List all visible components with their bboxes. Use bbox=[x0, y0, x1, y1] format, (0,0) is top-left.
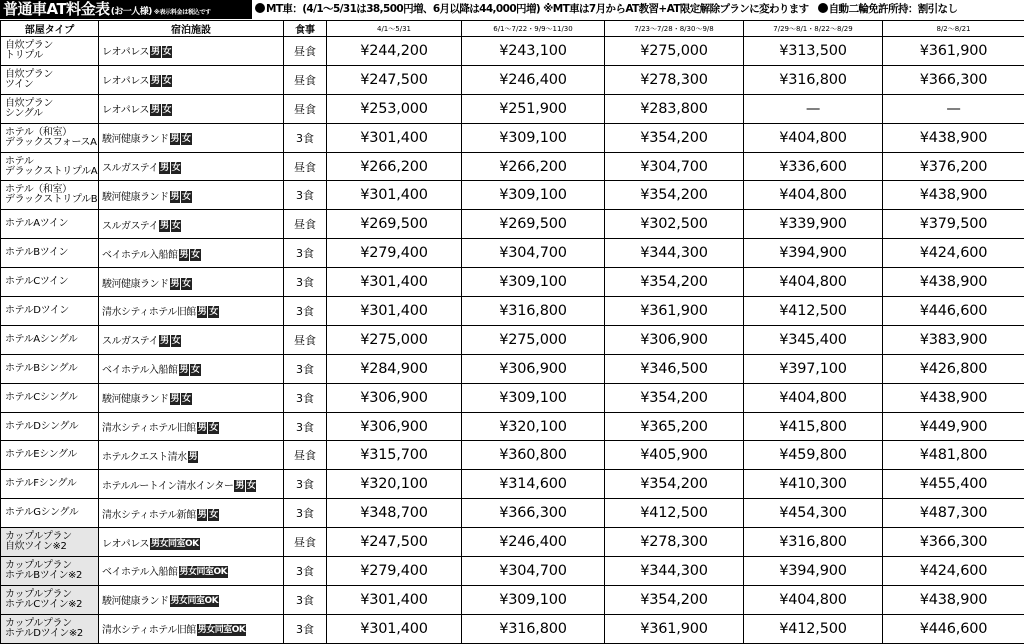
room-type bbox=[1, 470, 99, 499]
price-cell: ¥426,800 bbox=[883, 354, 1024, 383]
price-cell: ¥438,900 bbox=[883, 268, 1024, 297]
price-cell: ¥316,800 bbox=[462, 614, 605, 643]
price-cell: ¥424,600 bbox=[883, 557, 1024, 586]
price-cell: ¥314,600 bbox=[462, 470, 605, 499]
price-cell: ¥410,300 bbox=[744, 470, 883, 499]
price-cell: ¥304,700 bbox=[462, 239, 605, 268]
room-type-line: トリプル bbox=[5, 50, 43, 61]
room-type bbox=[1, 354, 99, 383]
room-type bbox=[1, 499, 99, 528]
table-row bbox=[1, 123, 1024, 152]
lodging bbox=[99, 65, 284, 94]
meal: 昼食 bbox=[284, 325, 327, 354]
room-type bbox=[1, 94, 99, 123]
room-type bbox=[1, 210, 99, 239]
price-cell: ¥316,800 bbox=[744, 65, 883, 94]
room-type-line: 自炊プラン bbox=[5, 98, 53, 109]
room-type-line: デラックスフォースA bbox=[5, 137, 97, 148]
price-cell: ¥301,400 bbox=[327, 123, 462, 152]
meal: 3食 bbox=[284, 239, 327, 268]
gender-badge: 女 bbox=[162, 104, 173, 116]
room-type bbox=[1, 614, 99, 643]
meal: 3食 bbox=[284, 585, 327, 614]
table-row bbox=[1, 585, 1024, 614]
gender-badge: 男 bbox=[170, 133, 181, 145]
lodging bbox=[99, 354, 284, 383]
lodging-name: スルガステイ bbox=[102, 163, 158, 174]
room-type bbox=[1, 239, 99, 268]
price-cell: ¥279,400 bbox=[327, 239, 462, 268]
meal: 3食 bbox=[284, 297, 327, 326]
price-cell: ¥279,400 bbox=[327, 557, 462, 586]
table-row bbox=[1, 65, 1024, 94]
table-row bbox=[1, 181, 1024, 210]
price-cell: ¥404,800 bbox=[744, 123, 883, 152]
gender-badge: 女 bbox=[162, 46, 173, 58]
room-type-line: ホテル（和室） bbox=[5, 127, 72, 138]
meal: 昼食 bbox=[284, 210, 327, 239]
table-row bbox=[1, 325, 1024, 354]
price-cell: ¥454,300 bbox=[744, 499, 883, 528]
lodging-name: ベイホテル入船館 bbox=[102, 250, 178, 261]
gender-badge: 男 bbox=[179, 249, 190, 261]
meal: 3食 bbox=[284, 268, 327, 297]
room-type bbox=[1, 297, 99, 326]
table-row bbox=[1, 614, 1024, 643]
gender-badge: 男 bbox=[188, 451, 199, 463]
price-cell: ¥412,500 bbox=[744, 614, 883, 643]
room-type-line: ホテルBシングル bbox=[5, 363, 77, 374]
room-type-line: ホテルAツイン bbox=[5, 218, 68, 229]
bullet-icon bbox=[818, 3, 828, 13]
price-cell: ¥301,400 bbox=[327, 181, 462, 210]
lodging-name: 駿河健康ランド bbox=[102, 134, 169, 145]
lodging bbox=[99, 585, 284, 614]
col-meal: 食事 bbox=[284, 21, 327, 37]
gender-badge: 男 bbox=[197, 509, 208, 521]
meal: 3食 bbox=[284, 499, 327, 528]
meal: 3食 bbox=[284, 614, 327, 643]
room-type-line: ホテルDツイン※2 bbox=[5, 628, 83, 639]
price-cell: ¥404,800 bbox=[744, 181, 883, 210]
room-type bbox=[1, 65, 99, 94]
price-cell: ¥366,300 bbox=[883, 65, 1024, 94]
lodging-name: 清水シティホテル旧館 bbox=[102, 423, 196, 434]
room-type bbox=[1, 528, 99, 557]
lodging bbox=[99, 123, 284, 152]
price-cell: ¥366,300 bbox=[883, 528, 1024, 557]
price-cell: ¥301,400 bbox=[327, 297, 462, 326]
price-cell: ¥301,400 bbox=[327, 268, 462, 297]
page-title: 普通車AT料金表 bbox=[3, 0, 110, 19]
gender-badge: 男 bbox=[197, 306, 208, 318]
price-cell: ¥348,700 bbox=[327, 499, 462, 528]
price-cell: ¥455,400 bbox=[883, 470, 1024, 499]
price-cell: ¥438,900 bbox=[883, 181, 1024, 210]
price-cell: ¥246,400 bbox=[462, 528, 605, 557]
room-type-line: 自炊プラン bbox=[5, 40, 53, 51]
price-cell: ¥275,000 bbox=[327, 325, 462, 354]
table-row bbox=[1, 441, 1024, 470]
price-cell: ¥301,400 bbox=[327, 585, 462, 614]
lodging bbox=[99, 152, 284, 181]
col-period: 6/1〜7/22・9/9〜11/30 bbox=[462, 21, 605, 37]
price-cell: ¥313,500 bbox=[744, 37, 883, 66]
price-cell: ¥247,500 bbox=[327, 528, 462, 557]
price-cell: ¥361,900 bbox=[605, 614, 744, 643]
lodging bbox=[99, 210, 284, 239]
gender-badge: 女 bbox=[208, 422, 219, 434]
price-cell: ¥438,900 bbox=[883, 383, 1024, 412]
room-type-line: ホテル bbox=[5, 156, 33, 167]
table-row bbox=[1, 239, 1024, 268]
room-type bbox=[1, 412, 99, 441]
title-subtitle: (お一人様) bbox=[111, 4, 152, 17]
lodging-name: レオパレス bbox=[102, 47, 149, 58]
gender-badge: 女 bbox=[208, 509, 219, 521]
gender-badge: 男女同室OK bbox=[170, 595, 220, 607]
gender-badge: 女 bbox=[190, 249, 201, 261]
meal: 昼食 bbox=[284, 94, 327, 123]
price-cell: ¥309,100 bbox=[462, 383, 605, 412]
lodging bbox=[99, 239, 284, 268]
gender-badge: 女 bbox=[190, 364, 201, 376]
price-cell: ¥309,100 bbox=[462, 585, 605, 614]
price-cell: ¥306,900 bbox=[327, 412, 462, 441]
price-cell: ¥301,400 bbox=[327, 614, 462, 643]
room-type-line: 自炊プラン bbox=[5, 69, 53, 80]
lodging-name: 駿河健康ランド bbox=[102, 279, 169, 290]
price-cell: ¥354,200 bbox=[605, 470, 744, 499]
price-table bbox=[0, 20, 1024, 644]
lodging bbox=[99, 528, 284, 557]
price-cell: ¥316,800 bbox=[744, 528, 883, 557]
lodging bbox=[99, 297, 284, 326]
col-period: 7/23〜7/28・8/30〜9/8 bbox=[605, 21, 744, 37]
price-cell: ¥394,900 bbox=[744, 557, 883, 586]
room-type-line: ホテルDツイン bbox=[5, 305, 69, 316]
lodging bbox=[99, 441, 284, 470]
gender-badge: 男 bbox=[150, 104, 161, 116]
table-row bbox=[1, 354, 1024, 383]
room-type bbox=[1, 123, 99, 152]
price-cell: ¥438,900 bbox=[883, 585, 1024, 614]
room-type-line: ホテルCシングル bbox=[5, 392, 78, 403]
gender-badge: 男女同室OK bbox=[197, 624, 247, 636]
price-cell: ¥275,000 bbox=[605, 37, 744, 66]
price-cell: ¥438,900 bbox=[883, 123, 1024, 152]
price-cell: ¥397,100 bbox=[744, 354, 883, 383]
lodging bbox=[99, 499, 284, 528]
lodging bbox=[99, 412, 284, 441]
price-cell: ¥320,100 bbox=[327, 470, 462, 499]
lodging bbox=[99, 268, 284, 297]
gender-badge: 男 bbox=[179, 364, 190, 376]
lodging bbox=[99, 383, 284, 412]
room-type-line: デラックストリプルA bbox=[5, 166, 97, 177]
price-cell: ¥459,800 bbox=[744, 441, 883, 470]
room-type-line: シングル bbox=[5, 108, 43, 119]
lodging-name: 駿河健康ランド bbox=[102, 192, 169, 203]
lodging-name: ベイホテル入船館 bbox=[102, 365, 178, 376]
meal: 昼食 bbox=[284, 37, 327, 66]
price-cell: ¥404,800 bbox=[744, 383, 883, 412]
price-cell: ¥269,500 bbox=[462, 210, 605, 239]
price-cell: ¥344,300 bbox=[605, 557, 744, 586]
price-cell: ¥315,700 bbox=[327, 441, 462, 470]
table-row bbox=[1, 528, 1024, 557]
meal: 昼食 bbox=[284, 65, 327, 94]
price-cell: ¥320,100 bbox=[462, 412, 605, 441]
gender-badge: 男 bbox=[150, 75, 161, 87]
room-type bbox=[1, 441, 99, 470]
gender-badge: 男 bbox=[170, 191, 181, 203]
price-cell: ¥365,200 bbox=[605, 412, 744, 441]
price-cell: ¥284,900 bbox=[327, 354, 462, 383]
price-cell: ¥354,200 bbox=[605, 181, 744, 210]
price-cell: ¥361,900 bbox=[605, 297, 744, 326]
price-cell: ¥376,200 bbox=[883, 152, 1024, 181]
price-cell: ¥244,200 bbox=[327, 37, 462, 66]
price-cell: ¥316,800 bbox=[462, 297, 605, 326]
price-cell: ¥404,800 bbox=[744, 268, 883, 297]
gender-badge: 女 bbox=[181, 278, 192, 290]
room-type-line: ホテルDシングル bbox=[5, 421, 78, 432]
gender-badge: 男 bbox=[159, 220, 170, 232]
meal: 3食 bbox=[284, 557, 327, 586]
room-type-line: ホテルCツイン bbox=[5, 276, 68, 287]
room-type-line: 自炊ツイン※2 bbox=[5, 541, 66, 552]
price-cell: ¥424,600 bbox=[883, 239, 1024, 268]
room-type-line: カップルプラン bbox=[5, 589, 72, 600]
room-type bbox=[1, 152, 99, 181]
meal: 3食 bbox=[284, 383, 327, 412]
lodging bbox=[99, 470, 284, 499]
table-row bbox=[1, 268, 1024, 297]
lodging bbox=[99, 37, 284, 66]
room-type bbox=[1, 557, 99, 586]
price-cell: ¥446,600 bbox=[883, 614, 1024, 643]
moto-note: 自動二輪免許所持：割引なし bbox=[829, 3, 958, 15]
gender-badge: 男女同室OK bbox=[179, 566, 229, 578]
lodging bbox=[99, 94, 284, 123]
price-cell: ¥394,900 bbox=[744, 239, 883, 268]
price-cell: ¥360,800 bbox=[462, 441, 605, 470]
price-cell: ¥354,200 bbox=[605, 268, 744, 297]
room-type-line: カップルプラン bbox=[5, 618, 72, 629]
lodging bbox=[99, 557, 284, 586]
header-row bbox=[1, 21, 1024, 37]
price-cell: ¥346,500 bbox=[605, 354, 744, 383]
gender-badge: 男 bbox=[170, 393, 181, 405]
meal: 3食 bbox=[284, 412, 327, 441]
table-row bbox=[1, 470, 1024, 499]
price-cell: ¥275,000 bbox=[462, 325, 605, 354]
meal: 3食 bbox=[284, 181, 327, 210]
table-row bbox=[1, 297, 1024, 326]
header bbox=[0, 0, 1024, 19]
tax-note: ※表示料金は税込です bbox=[154, 7, 211, 16]
room-type-line: カップルプラン bbox=[5, 560, 72, 571]
gender-badge: 女 bbox=[171, 220, 182, 232]
room-type bbox=[1, 325, 99, 354]
price-cell: ¥487,300 bbox=[883, 499, 1024, 528]
price-cell: ¥354,200 bbox=[605, 123, 744, 152]
price-cell: ¥361,900 bbox=[883, 37, 1024, 66]
room-type-line: ツイン bbox=[5, 79, 33, 90]
gender-badge: 女 bbox=[162, 75, 173, 87]
gender-badge: 女 bbox=[181, 393, 192, 405]
price-cell: ¥345,400 bbox=[744, 325, 883, 354]
price-cell: ¥278,300 bbox=[605, 65, 744, 94]
price-cell: ¥354,200 bbox=[605, 585, 744, 614]
lodging bbox=[99, 325, 284, 354]
price-cell: ¥344,300 bbox=[605, 239, 744, 268]
meal: 昼食 bbox=[284, 528, 327, 557]
gender-badge: 女 bbox=[181, 191, 192, 203]
price-cell: ¥415,800 bbox=[744, 412, 883, 441]
price-cell: ¥366,300 bbox=[462, 499, 605, 528]
price-cell: ¥309,100 bbox=[462, 181, 605, 210]
price-cell: ¥339,900 bbox=[744, 210, 883, 239]
price-cell: ¥253,000 bbox=[327, 94, 462, 123]
gender-badge: 男 bbox=[234, 480, 245, 492]
price-cell: ¥405,900 bbox=[605, 441, 744, 470]
price-cell: ¥251,900 bbox=[462, 94, 605, 123]
col-period: 4/1〜5/31 bbox=[327, 21, 462, 37]
lodging-name: 駿河健康ランド bbox=[102, 394, 169, 405]
room-type-line: ホテルEシングル bbox=[5, 449, 77, 460]
lodging-name: レオパレス bbox=[102, 105, 149, 116]
price-cell: ¥266,200 bbox=[327, 152, 462, 181]
price-cell: — bbox=[744, 94, 883, 123]
lodging-name: スルガステイ bbox=[102, 221, 158, 232]
lodging-name: スルガステイ bbox=[102, 336, 158, 347]
price-cell: ¥306,900 bbox=[327, 383, 462, 412]
table-row bbox=[1, 499, 1024, 528]
room-type bbox=[1, 181, 99, 210]
room-type-line: デラックストリプルB bbox=[5, 194, 97, 205]
table-row bbox=[1, 37, 1024, 66]
gender-badge: 女 bbox=[246, 480, 257, 492]
meal: 3食 bbox=[284, 470, 327, 499]
room-type-line: ホテルGシングル bbox=[5, 507, 78, 518]
price-cell: ¥481,800 bbox=[883, 441, 1024, 470]
room-type-line: ホテルBツイン bbox=[5, 247, 68, 258]
price-cell: — bbox=[883, 94, 1024, 123]
gender-badge: 男 bbox=[197, 422, 208, 434]
gender-badge: 女 bbox=[171, 335, 182, 347]
lodging-name: 清水シティホテル旧館 bbox=[102, 625, 196, 636]
lodging bbox=[99, 181, 284, 210]
lodging-name: ベイホテル入船館 bbox=[102, 567, 178, 578]
room-type-line: ホテルFシングル bbox=[5, 478, 76, 489]
price-cell: ¥404,800 bbox=[744, 585, 883, 614]
col-type: 部屋タイプ bbox=[1, 21, 99, 37]
gender-badge: 男 bbox=[150, 46, 161, 58]
gender-badge: 女 bbox=[171, 162, 182, 174]
price-cell: ¥412,500 bbox=[605, 499, 744, 528]
table-row bbox=[1, 210, 1024, 239]
price-cell: ¥304,700 bbox=[462, 557, 605, 586]
col-period: 7/29〜8/1・8/22〜8/29 bbox=[744, 21, 883, 37]
meal: 3食 bbox=[284, 123, 327, 152]
room-type bbox=[1, 383, 99, 412]
lodging-name: 駿河健康ランド bbox=[102, 596, 169, 607]
room-type-line: ホテルBツイン※2 bbox=[5, 570, 82, 581]
meal: 3食 bbox=[284, 354, 327, 383]
price-cell: ¥309,100 bbox=[462, 268, 605, 297]
price-cell: ¥246,400 bbox=[462, 65, 605, 94]
room-type-line: ホテルAシングル bbox=[5, 334, 77, 345]
gender-badge: 男女同室OK bbox=[150, 538, 200, 550]
bullet-icon bbox=[255, 3, 265, 13]
price-cell: ¥379,500 bbox=[883, 210, 1024, 239]
price-cell: ¥383,900 bbox=[883, 325, 1024, 354]
gender-badge: 男 bbox=[170, 278, 181, 290]
price-cell: ¥243,100 bbox=[462, 37, 605, 66]
table-row bbox=[1, 94, 1024, 123]
table-row bbox=[1, 383, 1024, 412]
price-cell: ¥247,500 bbox=[327, 65, 462, 94]
mt-note: MT車：(4/1〜5/31は38,500円増、6月以降は44,000円増) ※MT車は7月からAT教習+AT限定解除プランに変わります bbox=[266, 3, 809, 15]
table-row bbox=[1, 152, 1024, 181]
price-cell: ¥449,900 bbox=[883, 412, 1024, 441]
price-cell: ¥278,300 bbox=[605, 528, 744, 557]
price-cell: ¥309,100 bbox=[462, 123, 605, 152]
price-cell: ¥354,200 bbox=[605, 383, 744, 412]
table-row bbox=[1, 412, 1024, 441]
room-type-line: ホテル（和室） bbox=[5, 184, 72, 195]
gender-badge: 男 bbox=[159, 162, 170, 174]
room-type-line: ホテルCツイン※2 bbox=[5, 599, 82, 610]
price-cell: ¥306,900 bbox=[605, 325, 744, 354]
lodging-name: レオパレス bbox=[102, 76, 149, 87]
lodging-name: 清水シティホテル旧館 bbox=[102, 307, 196, 318]
room-type bbox=[1, 268, 99, 297]
lodging-name: レオパレス bbox=[102, 539, 149, 550]
lodging-name: ホテルクエスト清水 bbox=[102, 452, 187, 463]
lodging-name: ホテルルートイン清水インター bbox=[102, 481, 233, 492]
gender-badge: 女 bbox=[181, 133, 192, 145]
gender-badge: 男 bbox=[159, 335, 170, 347]
price-cell: ¥336,600 bbox=[744, 152, 883, 181]
gender-badge: 女 bbox=[208, 306, 219, 318]
room-type bbox=[1, 37, 99, 66]
table-row bbox=[1, 557, 1024, 586]
col-period: 8/2〜8/21 bbox=[883, 21, 1024, 37]
room-type-line: カップルプラン bbox=[5, 531, 72, 542]
price-cell: ¥269,500 bbox=[327, 210, 462, 239]
notes bbox=[255, 0, 957, 19]
col-lodging: 宿泊施設 bbox=[99, 21, 284, 37]
price-cell: ¥306,900 bbox=[462, 354, 605, 383]
price-cell: ¥412,500 bbox=[744, 297, 883, 326]
lodging-name: 清水シティホテル新館 bbox=[102, 510, 196, 521]
meal: 昼食 bbox=[284, 441, 327, 470]
price-cell: ¥266,200 bbox=[462, 152, 605, 181]
room-type bbox=[1, 585, 99, 614]
title-box bbox=[0, 0, 252, 19]
price-cell: ¥304,700 bbox=[605, 152, 744, 181]
price-cell: ¥446,600 bbox=[883, 297, 1024, 326]
lodging bbox=[99, 614, 284, 643]
price-cell: ¥302,500 bbox=[605, 210, 744, 239]
price-cell: ¥283,800 bbox=[605, 94, 744, 123]
meal: 昼食 bbox=[284, 152, 327, 181]
